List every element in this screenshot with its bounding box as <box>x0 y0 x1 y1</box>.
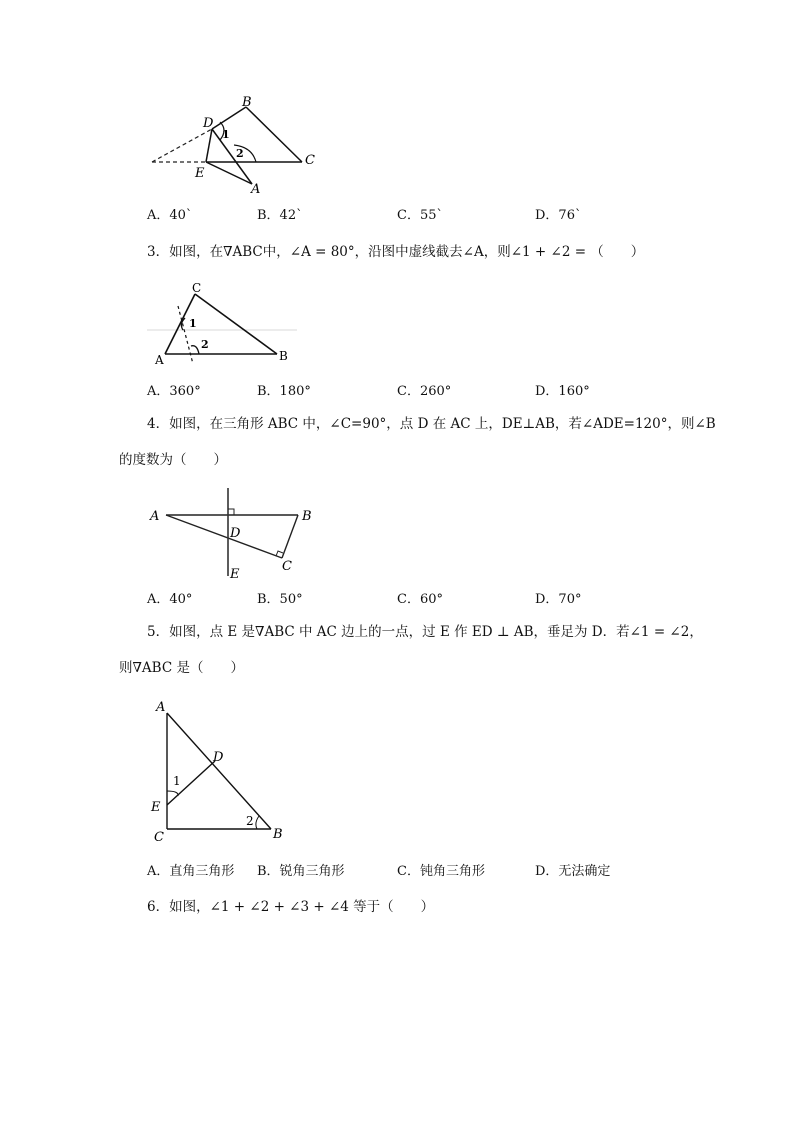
q5-label-C: C <box>154 830 164 845</box>
q4-option-d[interactable]: D．70° <box>535 592 582 607</box>
q5-label-D: D <box>213 750 224 765</box>
q4-stem-line-1: 4．如图，在三角形 ABC 中，∠C=90°，点 D 在 AC 上，DE⊥AB，若∠ADE=120°，则∠B <box>147 416 716 432</box>
q4-segment-AC <box>166 515 282 558</box>
q2-label-D: D <box>203 116 214 131</box>
q2-label-angle-1: 1 <box>222 128 230 141</box>
q2-option-c[interactable]: C．55` <box>397 208 443 223</box>
q4-right-angle-mark-at-C <box>276 551 283 556</box>
q2-segment-DB <box>212 107 246 129</box>
q3-option-c[interactable]: C．260° <box>397 384 452 399</box>
q4-stem-line-2: 的度数为（ ） <box>119 452 227 468</box>
q5-option-b[interactable]: B．锐角三角形 <box>257 864 345 879</box>
q4-label-C: C <box>282 559 292 574</box>
q4-label-B: B <box>302 509 312 524</box>
q5-stem-line-2: 则∇ABC 是（ ） <box>119 660 244 676</box>
q2-figure <box>140 92 330 197</box>
q4-segment-BC <box>282 515 298 558</box>
q3-option-d[interactable]: D．160° <box>535 384 590 399</box>
q5-option-c[interactable]: C．钝角三角形 <box>397 864 485 879</box>
q3-option-b[interactable]: B．180° <box>257 384 311 399</box>
q5-label-angle-1: 1 <box>173 774 181 788</box>
q4-figure <box>148 484 328 584</box>
q4-option-c[interactable]: C．60° <box>397 592 443 607</box>
q2-segment-DA <box>212 129 252 184</box>
q5-label-angle-2: 2 <box>246 814 254 828</box>
q3-option-a[interactable]: A．360° <box>147 384 201 399</box>
q6-stem: 6．如图，∠1 + ∠2 + ∠3 + ∠4 等于（ ） <box>147 899 435 915</box>
q3-label-angle-1: 1 <box>189 317 197 330</box>
q3-stem: 3．如图，在∇ABC中，∠A = 80°，沿图中虚线截去∠A，则∠1 + ∠2 = （ ） <box>147 244 645 260</box>
q5-angle-arc-2 <box>256 816 259 829</box>
q5-angle-arc-1 <box>167 791 178 796</box>
q5-option-d[interactable]: D．无法确定 <box>535 864 611 879</box>
q5-segment-AB <box>167 713 271 829</box>
q2-segment-BC <box>246 107 302 162</box>
q3-angle-arc-2 <box>191 346 199 354</box>
q2-option-b[interactable]: B．42` <box>257 208 303 223</box>
q2-option-d[interactable]: D．76` <box>535 208 582 223</box>
q5-option-a[interactable]: A．直角三角形 <box>147 864 235 879</box>
q5-figure <box>145 695 295 845</box>
q5-label-A: A <box>156 700 166 715</box>
q2-segment-DE <box>206 129 212 162</box>
q3-label-A: A <box>155 353 164 367</box>
q2-label-angle-2: 2 <box>236 147 244 160</box>
q5-stem-line-1: 5．如图，点 E 是∇ABC 中 AC 边上的一点，过 E 作 ED ⊥ AB，垂足为 D．若∠1 = ∠2， <box>147 624 703 640</box>
q4-label-E: E <box>230 567 240 582</box>
q2-segment-EA <box>206 162 252 184</box>
q3-figure <box>145 282 305 368</box>
q2-label-E: E <box>195 166 205 181</box>
q3-label-B: B <box>279 349 288 363</box>
q2-label-B: B <box>242 95 252 110</box>
q3-label-C: C <box>192 282 202 295</box>
q2-dashed-line-DB <box>152 129 212 162</box>
q5-label-B: B <box>273 827 283 842</box>
q4-label-D: D <box>230 526 241 541</box>
q4-right-angle-mark-at-AB <box>228 509 234 515</box>
q4-option-a[interactable]: A．40° <box>147 592 193 607</box>
q4-option-b[interactable]: B．50° <box>257 592 303 607</box>
q5-label-E: E <box>151 800 161 815</box>
q3-label-angle-2: 2 <box>201 338 209 351</box>
q2-option-a[interactable]: A．40` <box>147 208 193 223</box>
q4-label-A: A <box>150 509 160 524</box>
q2-label-C: C <box>305 153 315 168</box>
q2-label-A: A <box>251 182 261 197</box>
